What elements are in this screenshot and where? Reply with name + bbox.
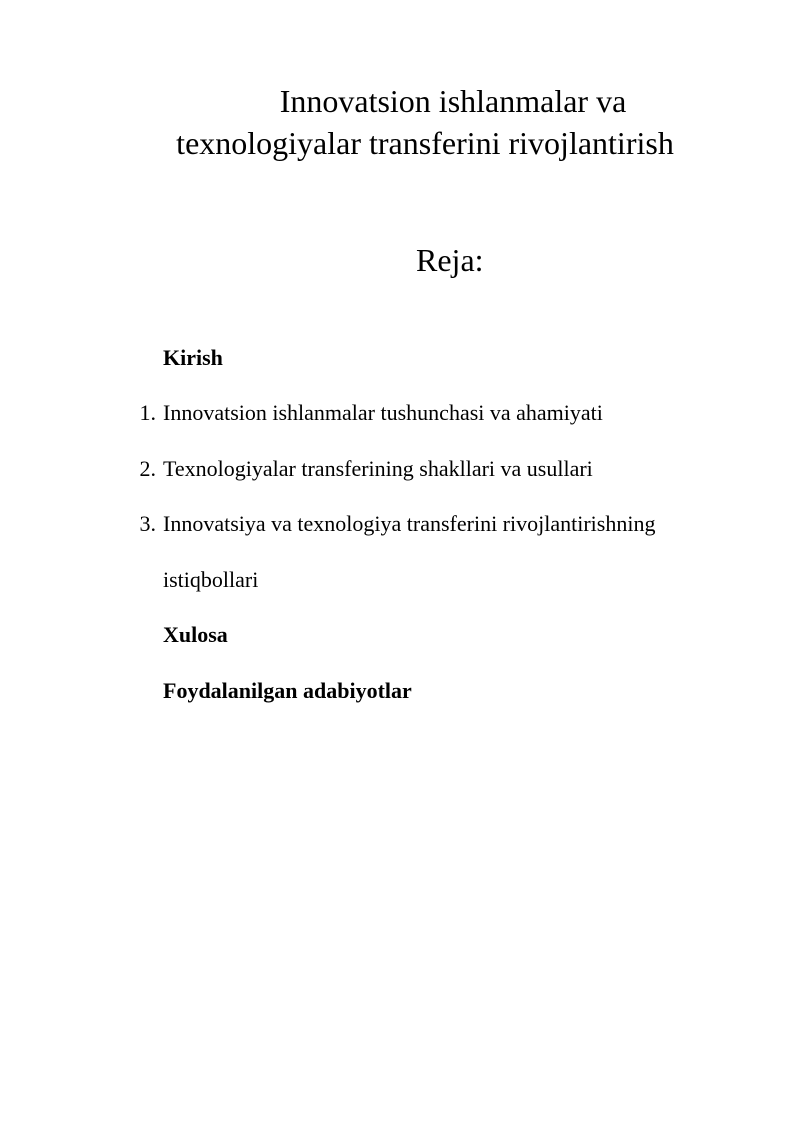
document-title-line-1: Innovatsion ishlanmalar va (279, 83, 627, 119)
document-title (100, 80, 750, 164)
toc-item-number: 1. (139, 400, 156, 425)
toc-item-intro (0, 344, 800, 372)
toc-item-1 (0, 399, 800, 427)
document-title-line-2: texnologiyalar transferini rivojlantirish (176, 125, 674, 161)
plan-heading: Reja: (416, 242, 484, 278)
toc-item-label: Innovatsiya va texnologiya transferini rivojlantirishning (163, 511, 656, 536)
toc-item-label: Kirish (163, 345, 223, 370)
toc-item-references (0, 677, 800, 705)
toc-item-3 (0, 510, 800, 538)
toc-item-number: 2. (139, 456, 156, 481)
toc-item-label: Texnologiyalar transferining shakllari va usullari (163, 456, 593, 481)
toc-item-3-continuation (0, 566, 800, 594)
toc-item-2 (0, 455, 800, 483)
toc-item-label: Innovatsion ishlanmalar tushunchasi va ahamiyati (163, 400, 603, 425)
toc-item-label: istiqbollari (163, 567, 259, 592)
toc-item-label: Xulosa (163, 622, 228, 647)
toc-item-number: 3. (139, 511, 156, 536)
toc-item-conclusion (0, 621, 800, 649)
toc-item-label: Foydalanilgan adabiyotlar (163, 678, 412, 703)
